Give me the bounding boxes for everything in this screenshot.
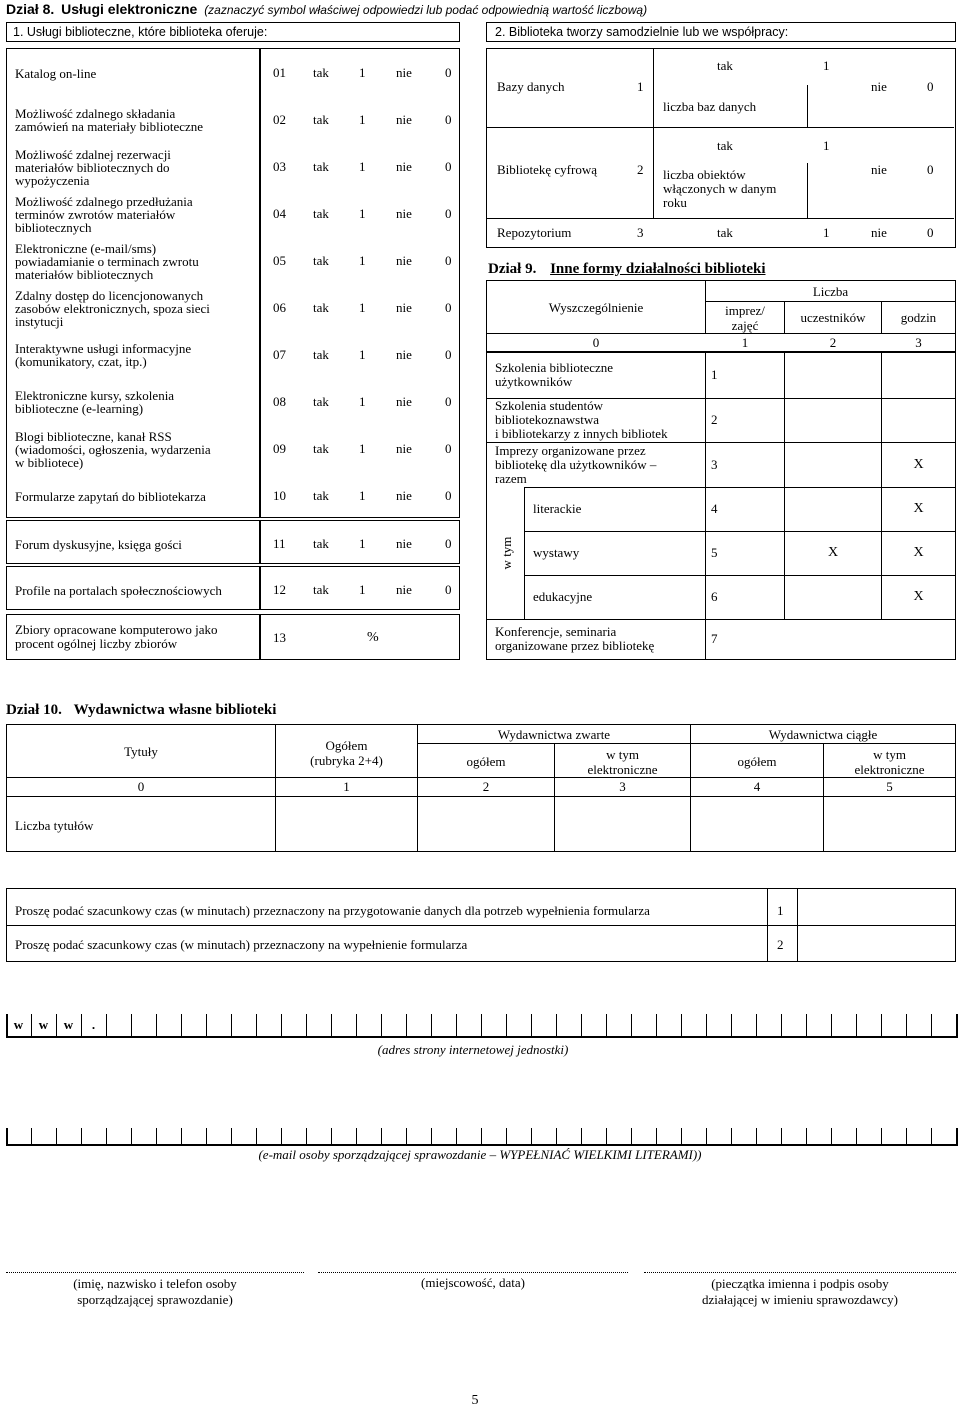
section-9-header (488, 262, 766, 276)
activity-value-input[interactable] (786, 353, 880, 397)
collections-unit: % (367, 630, 379, 645)
titles-count-label: Liczba tytułów (15, 818, 94, 833)
service-no-symbol[interactable]: 0 (445, 300, 452, 315)
email-caption: (e-mail osoby sporządzającej sprawozdanie – WYPEŁNIAĆ WIELKIMI LITERAMI)) (258, 1147, 702, 1162)
section-10-heading: Dział 10. (6, 702, 62, 718)
section-9-heading: Dział 9. (488, 261, 537, 277)
activity-code: 5 (711, 545, 718, 560)
not-applicable-cross: X (913, 501, 924, 516)
service-code: 06 (273, 300, 286, 315)
col-number-header: Liczba (812, 284, 849, 299)
service-code: 04 (273, 206, 286, 221)
repository-zero: 0 (927, 225, 934, 240)
publications-table (6, 724, 956, 852)
time-table (6, 888, 956, 962)
pub-idx-2: 2 (482, 779, 490, 794)
section-9-title: Inne formy działalności biblioteki (550, 261, 766, 277)
col-serial-header: Wydawnictwa ciągłe (768, 727, 878, 742)
digital-one: 1 (823, 138, 830, 153)
activity-value-input[interactable] (786, 399, 880, 441)
activity-value-input[interactable] (883, 443, 954, 486)
service-yes: tak (313, 206, 329, 221)
service-label: Zdalny dostęp do licencjonowanych zasobów elektronicznych, spoza sieci instytucji (15, 288, 210, 329)
service-yes: tak (313, 112, 329, 127)
col-titles-header: Tytuły (124, 744, 158, 759)
service-yes: tak (313, 536, 329, 551)
service-no-symbol[interactable]: 0 (445, 159, 452, 174)
service-yes: tak (313, 300, 329, 315)
service-no-symbol[interactable]: 0 (445, 206, 452, 221)
subsection-2-title: 2. Biblioteka tworzy samodzielnie lub we współpracy: (495, 25, 789, 39)
activity-value-input[interactable] (786, 532, 880, 574)
service-no-symbol[interactable]: 0 (445, 347, 452, 362)
serial-electronic-header: w tym elektroniczne (854, 747, 925, 777)
service-no-symbol[interactable]: 0 (445, 488, 452, 503)
activity-code: 3 (711, 456, 718, 472)
signature-person-caption: (imię, nazwisko i telefon osoby sporządzającej sprawozdanie) (73, 1276, 237, 1307)
service-yes-symbol[interactable]: 1 (359, 347, 366, 362)
service-yes: tak (313, 441, 329, 456)
col-events-header: imprez/ zajęć (725, 303, 765, 333)
service-no-symbol[interactable]: 0 (445, 441, 452, 456)
website-caption: (adres strony internetowej jednostki) (377, 1042, 569, 1057)
service-label: Możliwość zdalnego przedłużania terminów zwrotów materiałów bibliotecznych (15, 194, 193, 235)
compact-electronic-header: w tym elektroniczne (587, 747, 658, 777)
service-yes: tak (313, 347, 329, 362)
service-yes-symbol[interactable]: 1 (359, 253, 366, 268)
service-code: 03 (273, 159, 286, 174)
repository-yes: tak (717, 225, 733, 240)
signature-stamp-caption: (pieczątka imienna i podpis osoby działającej w imieniu sprawozdawcy) (702, 1276, 898, 1307)
section-10-header (6, 703, 276, 717)
service-no-symbol[interactable]: 0 (445, 536, 452, 551)
service-code: 10 (273, 488, 286, 503)
service-no: nie (396, 394, 412, 409)
activity-label: Konferencje, seminaria organizowane przez bibliotekę (495, 624, 655, 653)
col-hours-header: godzin (900, 310, 937, 325)
not-applicable-cross: X (913, 456, 924, 472)
repository-no: nie (871, 225, 887, 240)
section-8-heading: Dział 8. (6, 1, 55, 17)
subsection-1-bar (6, 22, 460, 42)
service-no: nie (396, 536, 412, 551)
digital-code: 2 (637, 162, 644, 177)
activity-code: 7 (711, 631, 718, 646)
service-code: 11 (273, 536, 286, 551)
repository-code: 3 (637, 225, 644, 240)
activity-value-input[interactable] (786, 488, 880, 530)
section-8-title: Usługi elektroniczne (61, 1, 198, 17)
titles-total-input[interactable] (277, 798, 416, 850)
activity-value-input[interactable] (883, 488, 954, 530)
website-letter: w (13, 1017, 24, 1032)
activity-value-input[interactable] (786, 443, 880, 486)
of-which-label: w tym (499, 536, 514, 570)
service-no-symbol[interactable]: 0 (445, 253, 452, 268)
activity-label: Imprezy organizowane przez bibliotekę dla użytkowników – razem (495, 442, 657, 486)
services-box (6, 520, 460, 564)
service-code: 08 (273, 394, 286, 409)
databases-label: Bazy danych (497, 79, 565, 94)
col-compact-header: Wydawnictwa zwarte (497, 727, 611, 742)
activity-value-input[interactable] (883, 532, 954, 574)
service-no: nie (396, 441, 412, 456)
col-participants-header: uczestników (800, 310, 866, 325)
time-q1-input[interactable] (799, 891, 954, 923)
service-code: 05 (273, 253, 286, 268)
pub-idx-3: 3 (619, 779, 626, 794)
service-code: 01 (273, 65, 286, 80)
signature-line-stamp (644, 1272, 956, 1273)
collections-row (6, 614, 460, 660)
databases-no: nie (871, 79, 887, 94)
service-label: Interaktywne usługi informacyjne (komunikatory, czat, itp.) (15, 341, 192, 369)
resources-box (486, 48, 956, 248)
repository-label: Repozytorium (497, 225, 572, 240)
activity-value-input[interactable] (883, 399, 954, 441)
service-label: Możliwość zdalnej rezerwacji materiałów bibliotecznych do wypożyczenia (15, 146, 171, 188)
service-yes: tak (313, 65, 329, 80)
service-no: nie (396, 112, 412, 127)
activities-table (486, 280, 956, 660)
service-no: nie (396, 300, 412, 315)
service-yes-symbol[interactable]: 1 (359, 112, 366, 127)
website-field[interactable] (6, 1014, 956, 1038)
service-yes: tak (313, 488, 329, 503)
services-box (6, 48, 460, 518)
time-q2-label: Proszę podać szacunkowy czas (w minutach) przeznaczony na wypełnienie formularza (15, 937, 468, 952)
col-idx-1: 1 (741, 335, 749, 350)
databases-one: 1 (823, 58, 830, 73)
compact-overall-input[interactable] (419, 798, 553, 850)
signature-line-person (6, 1272, 304, 1273)
activity-code: 6 (711, 589, 718, 604)
service-no-symbol[interactable]: 0 (445, 582, 452, 597)
service-no: nie (396, 582, 412, 597)
service-label: Blogi biblioteczne, kanał RSS (wiadomości, ogłoszenia, wydarzenia w bibliotece) (15, 428, 211, 470)
databases-zero: 0 (927, 79, 934, 94)
service-no: nie (396, 347, 412, 362)
service-yes-symbol[interactable]: 1 (359, 536, 366, 551)
col-idx-0: 0 (592, 335, 600, 350)
service-no: nie (396, 65, 412, 80)
service-yes-symbol[interactable]: 1 (359, 159, 366, 174)
activity-label: Szkolenia biblioteczne użytkowników (495, 360, 614, 389)
service-no: nie (396, 159, 412, 174)
pub-idx-4: 4 (753, 779, 761, 794)
digital-count-label: liczba obiektów włączonych w danym roku (663, 167, 777, 210)
activity-value-input[interactable] (786, 576, 880, 618)
databases-code: 1 (637, 79, 644, 94)
service-yes-symbol[interactable]: 1 (359, 65, 366, 80)
service-yes: tak (313, 253, 329, 268)
activity-label: edukacyjne (533, 589, 593, 604)
pub-idx-0: 0 (137, 779, 145, 794)
signature-place-caption: (miejscowość, data) (421, 1275, 525, 1290)
service-yes-symbol[interactable]: 1 (359, 300, 366, 315)
service-yes: tak (313, 582, 329, 597)
services-box (6, 566, 460, 610)
service-yes-symbol[interactable]: 1 (359, 206, 366, 221)
service-no-symbol[interactable]: 0 (445, 112, 452, 127)
email-field[interactable] (6, 1122, 956, 1146)
col-idx-2: 2 (829, 335, 837, 350)
time-q2-input[interactable] (799, 927, 954, 959)
activity-code: 4 (711, 501, 718, 516)
col-idx-3: 3 (915, 335, 922, 350)
repository-one: 1 (823, 225, 830, 240)
service-code: 02 (273, 112, 286, 127)
digital-label: Bibliotekę cyfrową (497, 162, 597, 177)
website-letter: w (38, 1017, 49, 1032)
serial-overall-header: ogółem (737, 754, 777, 769)
not-applicable-cross: X (827, 545, 839, 560)
digital-no: nie (871, 162, 887, 177)
activity-label: literackie (533, 501, 582, 516)
service-no: nie (396, 206, 412, 221)
pub-idx-5: 5 (886, 779, 893, 794)
service-yes-symbol[interactable]: 1 (359, 441, 366, 456)
service-yes: tak (313, 394, 329, 409)
activity-code: 2 (711, 412, 718, 427)
digital-yes: tak (717, 138, 733, 153)
service-label: Forum dyskusyjne, księga gości (15, 536, 182, 552)
website-dot: . (91, 1017, 96, 1032)
service-yes-symbol[interactable]: 1 (359, 582, 366, 597)
serial-electronic-input[interactable] (825, 798, 954, 850)
not-applicable-cross: X (913, 545, 924, 560)
databases-yes: tak (717, 58, 733, 73)
section-10-title: Wydawnictwa własne biblioteki (73, 702, 277, 718)
not-applicable-cross: X (913, 589, 924, 604)
service-label: Formularze zapytań do bibliotekarza (15, 488, 206, 504)
service-label: Możliwość zdalnego składania zamówień na materiały biblioteczne (15, 106, 204, 134)
compact-electronic-input[interactable] (556, 798, 689, 850)
website-letter: w (63, 1017, 74, 1032)
time-q1-code: 1 (777, 903, 784, 918)
time-q2-code: 2 (777, 937, 784, 952)
activity-label: Szkolenia studentów bibliotekoznawstwa i bibliotekarzy z innych bibliotek (495, 398, 668, 441)
subsection-1-title: 1. Usługi biblioteczne, które biblioteka oferuje: (13, 25, 268, 39)
digital-zero: 0 (927, 162, 934, 177)
service-code: 07 (273, 347, 286, 362)
service-code: 12 (273, 582, 286, 597)
service-no-symbol[interactable]: 0 (445, 65, 452, 80)
col-total-header: Ogółem (rubryka 2+4) (310, 738, 383, 768)
subsection-2-bar (486, 22, 956, 42)
service-no-symbol[interactable]: 0 (445, 394, 452, 409)
service-yes-symbol[interactable]: 1 (359, 488, 366, 503)
pub-idx-1: 1 (343, 779, 350, 794)
section-8-note: (zaznaczyć symbol właściwej odpowiedzi lub podać odpowiednią wartość liczbową) (204, 3, 648, 17)
service-label: Elektroniczne (e-mail/sms) powiadamianie o terminach zwrotu materiałów bibliotecznych (15, 240, 199, 282)
compact-overall-header: ogółem (466, 754, 506, 769)
activity-value-input[interactable] (883, 576, 954, 618)
activity-code: 1 (711, 367, 718, 382)
databases-count-label: liczba baz danych (663, 99, 757, 114)
collections-label: Zbiory opracowane komputerowo jako procent ogólnej liczby zbiorów (15, 622, 218, 651)
col-item-header: Wyszczególnienie (548, 300, 644, 315)
activity-value-input[interactable] (883, 353, 954, 397)
page-number: 5 (471, 1393, 479, 1408)
signature-line-place (318, 1272, 628, 1273)
serial-overall-input[interactable] (692, 798, 822, 850)
service-label: Elektroniczne kursy, szkolenia biblioteczne (e-learning) (15, 388, 175, 416)
service-yes-symbol[interactable]: 1 (359, 394, 366, 409)
activity-label: wystawy (533, 545, 580, 560)
service-label: Katalog on-line (15, 65, 97, 81)
service-no: nie (396, 253, 412, 268)
service-label: Profile na portalach społecznościowych (15, 582, 222, 598)
collections-code: 13 (273, 630, 286, 645)
service-no: nie (396, 488, 412, 503)
time-q1-label: Proszę podać szacunkowy czas (w minutach) przeznaczony na przygotowanie danych dla potrzeb wypełnienia formularza (15, 903, 650, 918)
service-yes: tak (313, 159, 329, 174)
service-code: 09 (273, 441, 286, 456)
section-8-header (6, 2, 647, 17)
